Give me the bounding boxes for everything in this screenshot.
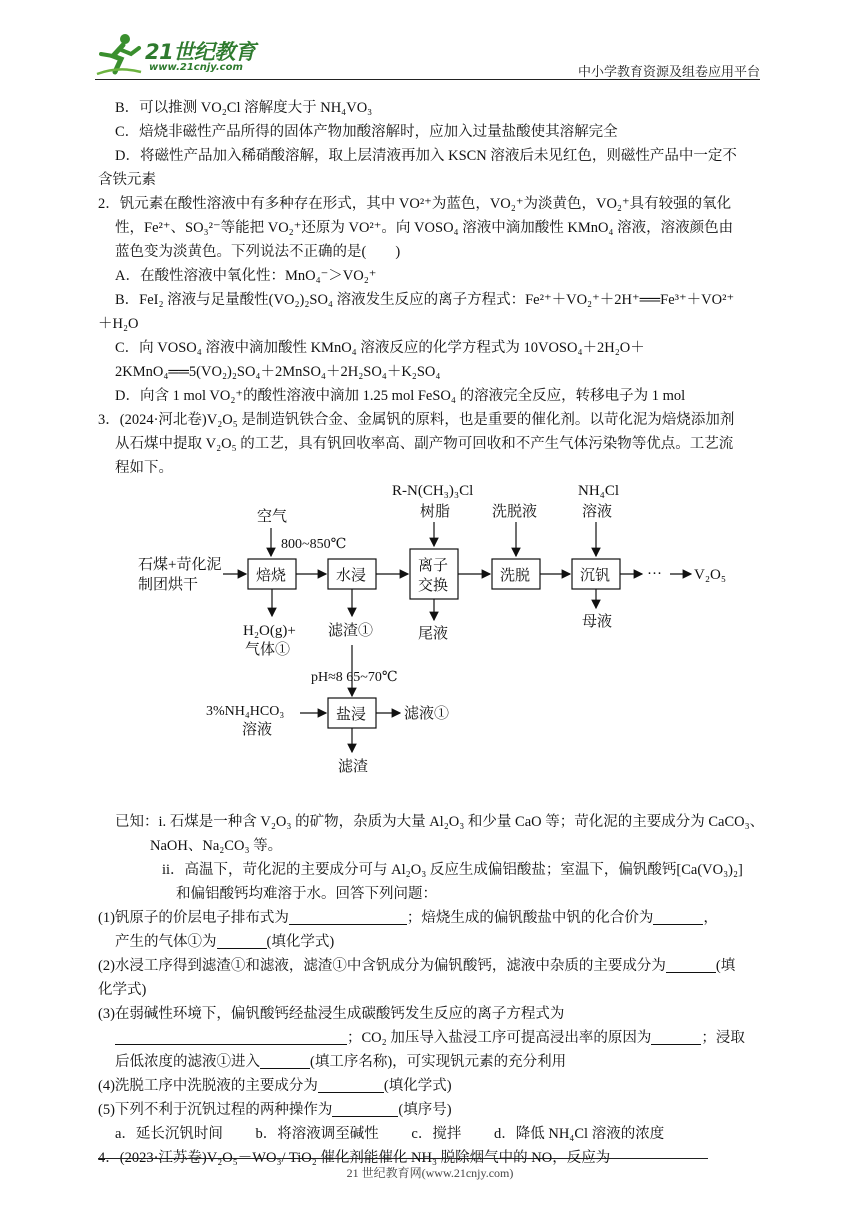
box-ion-label-2: 交换 [418,578,449,594]
temp-label: 800~850℃ [281,537,347,552]
sub-q1-line1 [98,906,762,930]
mother-label: 母液 [582,614,613,630]
answer-blank-8[interactable] [318,1076,384,1093]
known-line4: 和偏铝酸钙均难溶于水。回答下列问题： [176,886,437,902]
sub-q5-options: a．延长沉钒时间 b．将溶液调至碱性 c．搅拌 d．降低 NH₄Cl 溶液的浓度 [115,1126,665,1142]
q1-option-d-line1: D．将磁性产品加入稀硝酸溶解，取上层清液再加入 KSCN 溶液后未见红色，则磁性产品中一定不 [115,148,737,164]
q2-option-b-line2: ＋H₂O [98,316,139,332]
box-ion-label-1: 离子 [418,558,449,574]
flow-svg [98,480,762,810]
answer-blank-9[interactable] [332,1100,398,1117]
known-line3: ii．高温下，苛化泥的主要成分可与 Al₂O₃ 反应生成偏铝酸盐；室温下，偏钒酸钙[Ca(VO₃)₂] [162,862,743,878]
process-flow-diagram [98,480,762,810]
sub-q5-text-a: (5)下列不利于沉钒过程的两种操作为 [98,1102,333,1118]
known-line2: NaOH、Na₂CO₃ 等。 [150,838,283,854]
q3-stem-line1: 3．(2024·河北卷)V₂O₅ 是制造钒铁合金、金属钒的原料，也是重要的催化剂。以苛化泥为焙烧添加剂 [98,412,735,428]
box-roast-label: 焙烧 [256,568,287,584]
sub-q4-text-b: (填化学式) [383,1078,452,1094]
q1-option-d-line2: 含铁元素 [98,172,156,188]
q2-stem-line1: 2．钒元素在酸性溶液中有多种存在形式，其中 VO²⁺为蓝色，VO₂⁺为淡黄色，VO₂⁺具有较强的氧化 [98,196,732,212]
q1-option-b: B．可以推测 VO₂Cl 溶解度大于 NH₄VO₃ [115,100,373,116]
sub-q2-line2: 化学式) [98,982,147,998]
sub-q1-text-b: ；焙烧生成的偏钒酸盐中钒的化合价为 [406,910,654,926]
sub-q5-text-b: (填序号) [398,1102,452,1118]
answer-blank-6[interactable] [651,1028,701,1045]
box-precip-label: 沉钒 [580,568,611,584]
q2-stem-line2: 性，Fe²⁺、SO₃²⁻等能把 VO₂⁺还原为 VO²⁺。向 VOSO₄ 溶液中滴加酸性 KMnO₄ 溶液，溶液颜色由 [115,220,734,236]
sub-q1-text-d: 产生的气体①为 [115,934,217,950]
tail-label: 尾液 [418,626,449,642]
nh4cl-label-1: NH₄Cl [578,483,620,499]
platform-name: 中小学教育资源及组卷应用平台 [577,64,760,79]
answer-blank-5[interactable] [115,1028,347,1045]
sub-q3-line3 [98,1050,762,1074]
sub-q3-line2 [98,1026,762,1050]
q2-option-d: D．向含 1 mol VO₂⁺的酸性溶液中滴加 1.25 mol FeSO₄ 的溶液完全反应，转移电子为 1 mol [115,388,686,404]
runner-logo-icon [95,32,143,76]
sub-q1-line2 [98,930,762,954]
q2-stem-line3: 蓝色变为淡黄色。下列说法不正确的是( ) [115,244,401,260]
feed-label-2: 制团烘干 [138,577,199,593]
resin-label-1: R-N(CH₃)₃Cl [392,483,474,499]
air-label: 空气 [257,509,288,525]
answer-blank-1[interactable] [289,908,407,925]
sub-q2-text-b: (填 [715,958,736,974]
residue1-label: 滤渣① [328,623,374,639]
resin-label-2: 树脂 [420,504,451,520]
residue2-label: 滤渣 [338,759,369,775]
box-leach-label: 水浸 [336,568,367,584]
gas-label-2: 气体① [245,642,291,658]
sub-q3-line1: (3)在弱碱性环境下，偏钒酸钙经盐浸生成碳酸钙发生反应的离子方程式为 [98,1006,565,1022]
footer-divider [98,1158,708,1159]
logo-text: 21世纪教育 [145,40,256,64]
sub-q3-text-d: 后低浓度的滤液①进入 [115,1054,260,1070]
page-footer: 21 世纪教育网(www.21cnjy.com) [346,1166,514,1180]
answer-blank-3[interactable] [217,932,267,949]
q2-option-a: A．在酸性溶液中氧化性：MnO₄⁻＞VO₂⁺ [115,268,377,284]
condition-label: pH≈8 65~70℃ [311,670,398,685]
q4-stem: 4．(2023·江苏卷)V₂O₅－WO₃/ TiO₂ 催化剂能催化 NH₃ 脱除烟气中的 NO，反应为 [98,1150,611,1166]
sub-q3-text-c: ；浸取 [701,1030,745,1046]
sub-q5-line [98,1098,762,1122]
q2-option-b-line1: B．FeI₂ 溶液与足量酸性(VO₂)₂SO₄ 溶液发生反应的离子方程式：Fe²⁺＋VO₂⁺＋2H⁺══Fe³⁺＋VO²⁺ [115,292,735,308]
feed-label-1: 石煤+苛化泥 [138,557,222,573]
sub-q2-text-a: (2)水浸工序得到滤渣①和滤液，滤渣①中含钒成分为偏钒酸钙，滤液中杂质的主要成分为 [98,958,666,974]
sub-q1-text-c: ， [703,910,718,926]
box-elute-label: 洗脱 [500,568,531,584]
document-body [98,96,765,1170]
page-header [95,30,760,80]
eluent-label: 洗脱液 [492,504,538,520]
sub-q3-text-b: ；CO₂ 加压导入盐浸工序可提高浸出率的原因为 [347,1030,652,1046]
sub-q1-text-e: (填化学式) [266,934,335,950]
sub-q3-text-e: (填工序名称)，可实现钒元素的充分利用 [310,1054,567,1070]
answer-blank-7[interactable] [260,1052,310,1069]
site-logo [95,32,265,78]
q3-stem-line3: 程如下。 [115,460,173,476]
reagent-label-2: 溶液 [242,722,273,738]
known-line1: 已知：i. 石煤是一种含 V₂O₃ 的矿物，杂质为大量 Al₂O₃ 和少量 CaO 等；苛化泥的主要成分为 CaCO₃、 [115,814,765,830]
sub-q1-text-a: (1)钒原子的价层电子排布式为 [98,910,289,926]
reagent-label-1: 3%NH₄HCO₃ [206,704,285,719]
sub-q2-line1 [98,954,762,978]
nh4cl-label-2: 溶液 [582,504,613,520]
answer-blank-4[interactable] [666,956,716,973]
product-label: V₂O₅ [694,567,727,583]
gas-label-1: H₂O(g)+ [243,623,296,639]
q1-option-c: C．焙烧非磁性产品所得的固体产物加酸溶解时，应加入过量盐酸使其溶解完全 [115,124,618,140]
answer-blank-2[interactable] [653,908,703,925]
dots-label: ··· [647,566,662,582]
q2-option-c-line1: C．向 VOSO₄ 溶液中滴加酸性 KMnO₄ 溶液反应的化学方程式为 10VOSO₄＋2H₂O＋ [115,340,645,356]
header-divider [95,79,760,80]
logo-url: www.21cnjy.com [149,62,243,73]
filtrate-label: 滤液① [404,706,450,722]
q2-option-c-line2: 2KMnO₄══5(VO₂)₂SO₄＋2MnSO₄＋2H₂SO₄＋K₂SO₄ [115,364,441,380]
sub-q4-text-a: (4)洗脱工序中洗脱液的主要成分为 [98,1078,318,1094]
box-salt-label: 盐浸 [336,707,367,723]
q3-stem-line2: 从石煤中提取 V₂O₅ 的工艺，具有钒回收率高、副产物可回收和不产生气体污染物等优点。工艺流 [115,436,734,452]
sub-q4-line [98,1074,762,1098]
